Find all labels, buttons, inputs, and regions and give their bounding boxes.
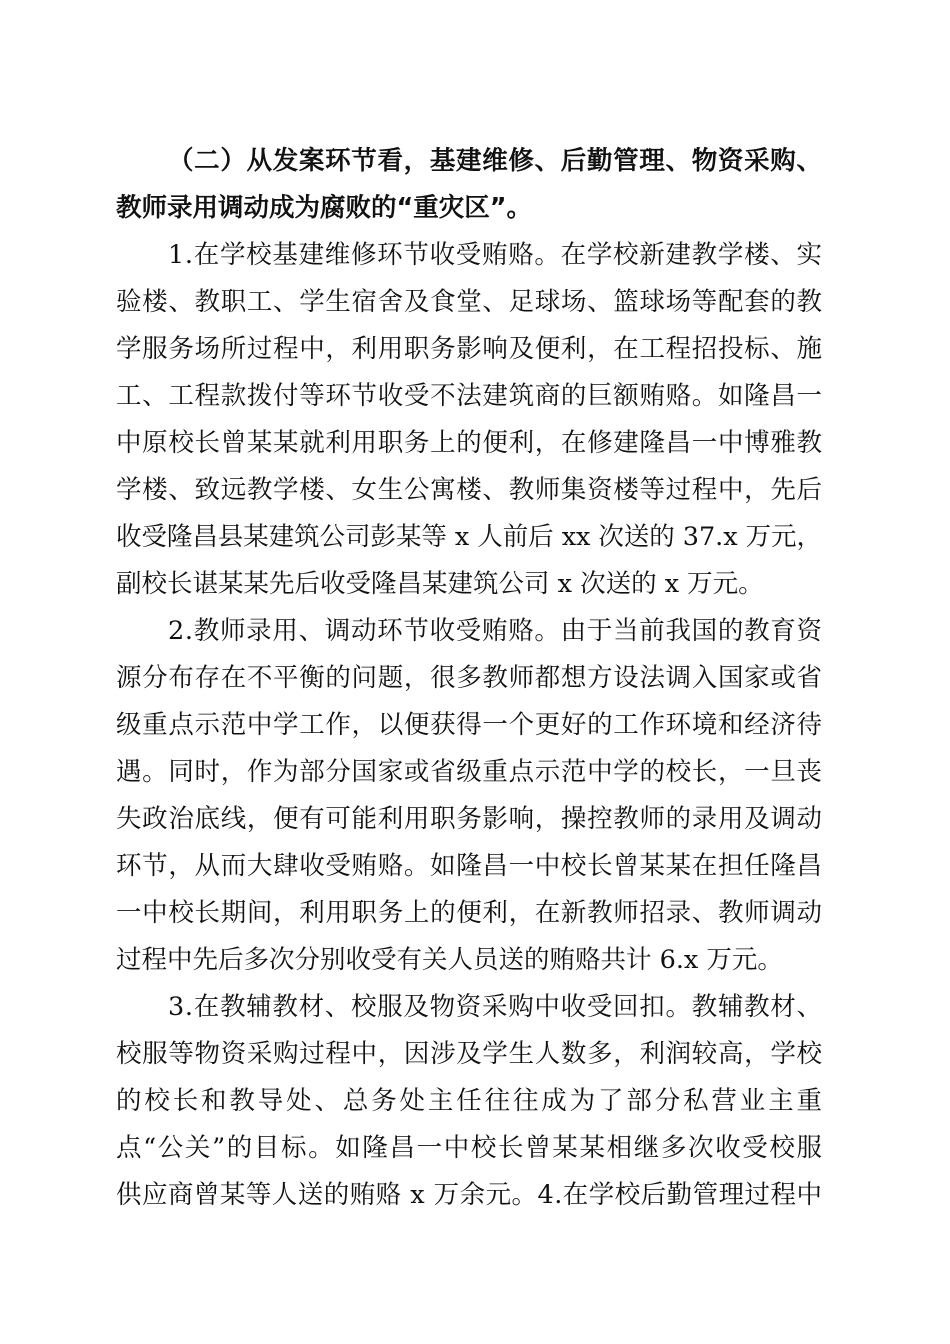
section-heading-line: （二）从发案环节看，基建维修、后勤管理、物资采购、 [168, 146, 823, 176]
paragraph-line: 副校长谌某某先后收受隆昌某建筑公司 x 次送的 x 万元。 [116, 569, 764, 599]
paragraph-line: 收受隆昌县某建筑公司彭某等 x 人前后 xx 次送的 37.x 万元， [116, 522, 822, 552]
paragraph-line: 学楼、致远教学楼、女生公寓楼、教师集资楼等过程中，先后 [116, 475, 823, 505]
paragraph-line: 源分布存在不平衡的问题，很多教师都想方设法调入国家或省 [116, 663, 823, 693]
paragraph-line: 3.在教辅教材、校服及物资采购中收受回扣。教辅教材、 [168, 992, 823, 1022]
paragraph-line: 级重点示范中学工作，以便获得一个更好的工作环境和经济待 [116, 710, 823, 740]
section-heading-line: 教师录用调动成为腐败的“重灾区”。 [116, 193, 533, 223]
paragraph-line: 的校长和教导处、总务处主任往往成为了部分私营业主重 [116, 1086, 825, 1116]
paragraph-line: 2.教师录用、调动环节收受贿赂。由于当前我国的教育资 [168, 616, 823, 646]
paragraph-line: 失政治底线，便有可能利用职务影响，操控教师的录用及调动 [116, 804, 823, 834]
paragraph-line: 遇。同时，作为部分国家或省级重点示范中学的校长，一旦丧 [116, 757, 823, 787]
paragraph-line: 学服务场所过程中，利用职务影响及便利，在工程招投标、施 [116, 334, 823, 364]
paragraph-line: 点“公关”的目标。如隆昌一中校长曾某某相继多次收受校服 [116, 1133, 824, 1163]
paragraph-line: 1.在学校基建维修环节收受贿赂。在学校新建教学楼、实 [168, 240, 823, 270]
paragraph-line: 一中校长期间，利用职务上的便利，在新教师招录、教师调动 [116, 898, 823, 928]
paragraph-line: 过程中先后多次分别收受有关人员送的贿赂共计 6.x 万元。 [116, 945, 783, 975]
paragraph-line: 中原校长曾某某就利用职务上的便利，在修建隆昌一中博雅教 [116, 428, 823, 458]
paragraph-line: 校服等物资采购过程中，因涉及学生人数多，利润较高，学校 [116, 1039, 823, 1069]
paragraph-line: 工、工程款拨付等环节收受不法建筑商的巨额贿赂。如隆昌一 [116, 381, 823, 411]
paragraph-line: 环节，从而大肆收受贿赂。如隆昌一中校长曾某某在担任隆昌 [116, 851, 823, 881]
paragraph-line: 供应商曾某等人送的贿赂 x 万余元。4.在学校后勤管理过程中 [116, 1180, 823, 1210]
paragraph-line: 验楼、教职工、学生宿舍及食堂、足球场、篮球场等配套的教 [116, 287, 823, 317]
